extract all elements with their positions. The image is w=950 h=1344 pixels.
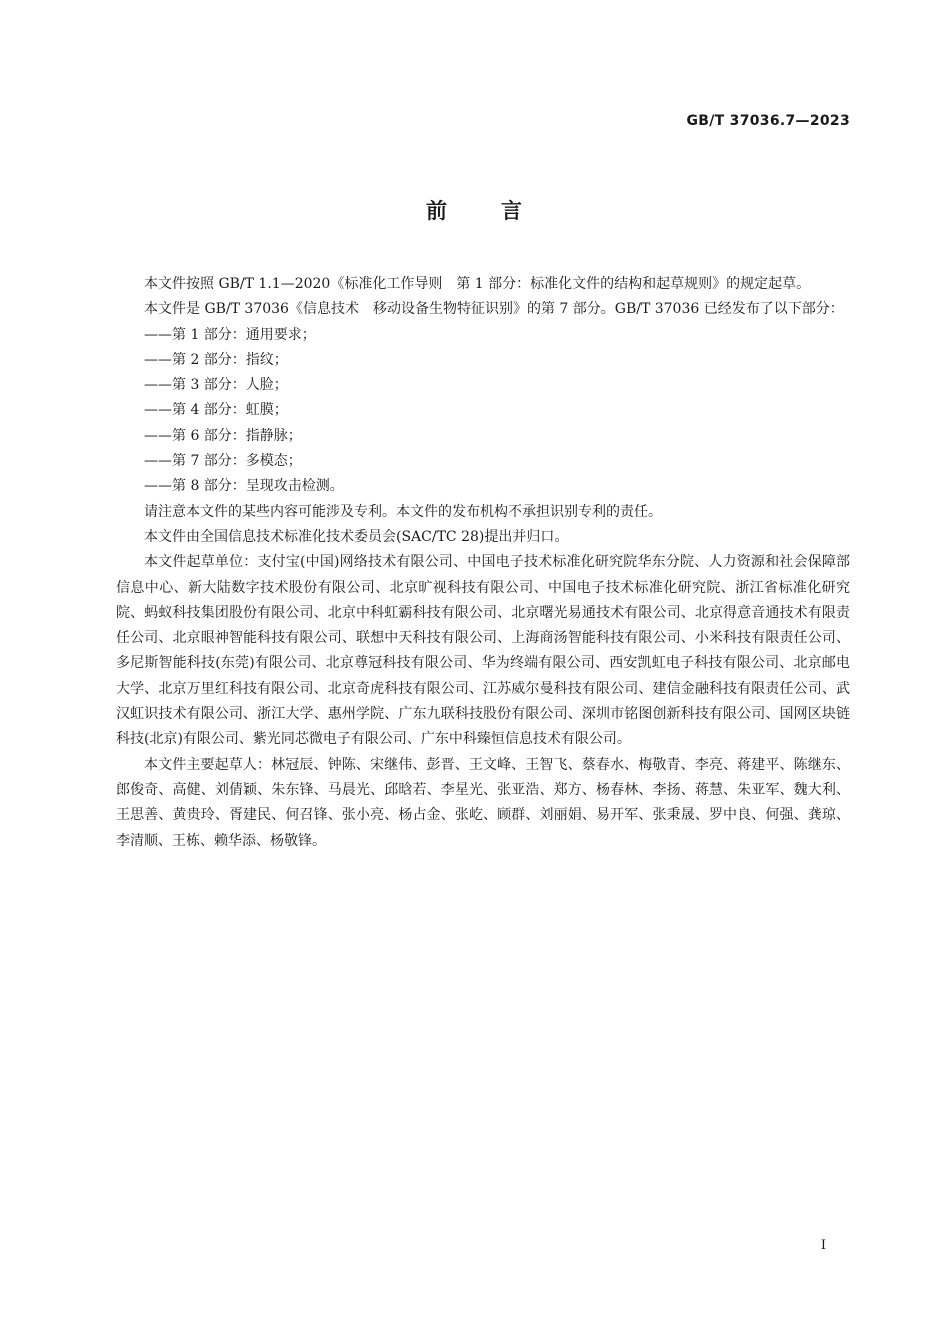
list-item-part-6: ——第 6 部分：指静脉； (144, 427, 302, 444)
paragraph-drafting-rules: 本文件按照 GB/T 1.1—2020《标准化工作导则 第 1 部分：标准化文件的结构和起草规则》的规定起草。 (144, 276, 811, 292)
title-char-1: 前 (426, 199, 449, 223)
paragraph-drafters: 本文件主要起草人：林冠辰、钟陈、宋继伟、彭晋、王文峰、王智飞、蔡春水、梅敬青、李亮、蒋建平、陈继东、郎俊奇、高健、刘倩颖、朱东锋、马晨光、邱晗若、李星光、张亚浩、郑方、杨春林、李扬、蒋慧、朱亚军、魏大利、王思善、黄贵玲、胥建民、何召锋、张小亮、杨占金、张屹、顾群、刘丽娟、易开军、张秉晟、罗中良、何强、龚琼、李清顺、王栋、赖华添、杨敬锋。 (116, 756, 850, 849)
list-item-part-7: ——第 7 部分：多模态； (144, 453, 302, 470)
standard-number: GB/T 37036.7—2023 (686, 113, 850, 129)
paragraph-part-info: 本文件是 GB/T 37036《信息技术 移动设备生物特征识别》的第 7 部分。GB/T 37036 已经发布了以下部分： (144, 301, 844, 318)
title-char-2: 言 (501, 199, 524, 223)
paragraph-drafting-units: 本文件起草单位：支付宝(中国)网络技术有限公司、中国电子技术标准化研究院华东分院、人力资源和社会保障部信息中心、新大陆数字技术股份有限公司、北京旷视科技有限公司、中国电子技术标准化研究院、浙江省标准化研究院、蚂蚁科技集团股份有限公司、北京中科虹霸科技有限公司、北京曙光易通技术有限公司、北京得意音通技术有限责任公司、北京眼神智能科技有限公司、联想中天科技有限公司、上海商汤智能科技有限公司、小米科技有限责任公司、多尼斯智能科技(东莞)有限公司、北京尊冠科技有限公司、华为终端有限公司、西安凯虹电子科技有限公司、北京邮电大学、北京万里红科技有限公司、北京奇虎科技有限公司、江苏威尔曼科技有限公司、建信金融科技有限责任公司、武汉虹识技术有限公司、浙江大学、惠州学院、广东九联科技股份有限公司、深圳市铭图创新科技有限公司、国网区块链科技(北京)有限公司、紫光同芯微电子有限公司、广东中科臻恒信息技术有限公司。 (116, 554, 850, 748)
list-item-part-1: ——第 1 部分：通用要求； (144, 326, 316, 343)
list-item-part-3: ——第 3 部分：人脸； (144, 377, 288, 394)
paragraph-patent-notice: 请注意本文件的某些内容可能涉及专利。本文件的发布机构不承担识别专利的责任。 (144, 503, 662, 520)
foreword-body (116, 272, 850, 854)
list-item-part-2: ——第 2 部分：指纹； (144, 351, 288, 368)
list-item-part-4: ——第 4 部分：虹膜； (144, 402, 288, 419)
paragraph-proposer: 本文件由全国信息技术标准化技术委员会(SAC/TC 28)提出并归口。 (144, 528, 569, 545)
list-item-part-8: ——第 8 部分：呈现攻击检测。 (144, 478, 344, 495)
page-number: I (820, 1238, 826, 1253)
page-title (0, 195, 950, 225)
